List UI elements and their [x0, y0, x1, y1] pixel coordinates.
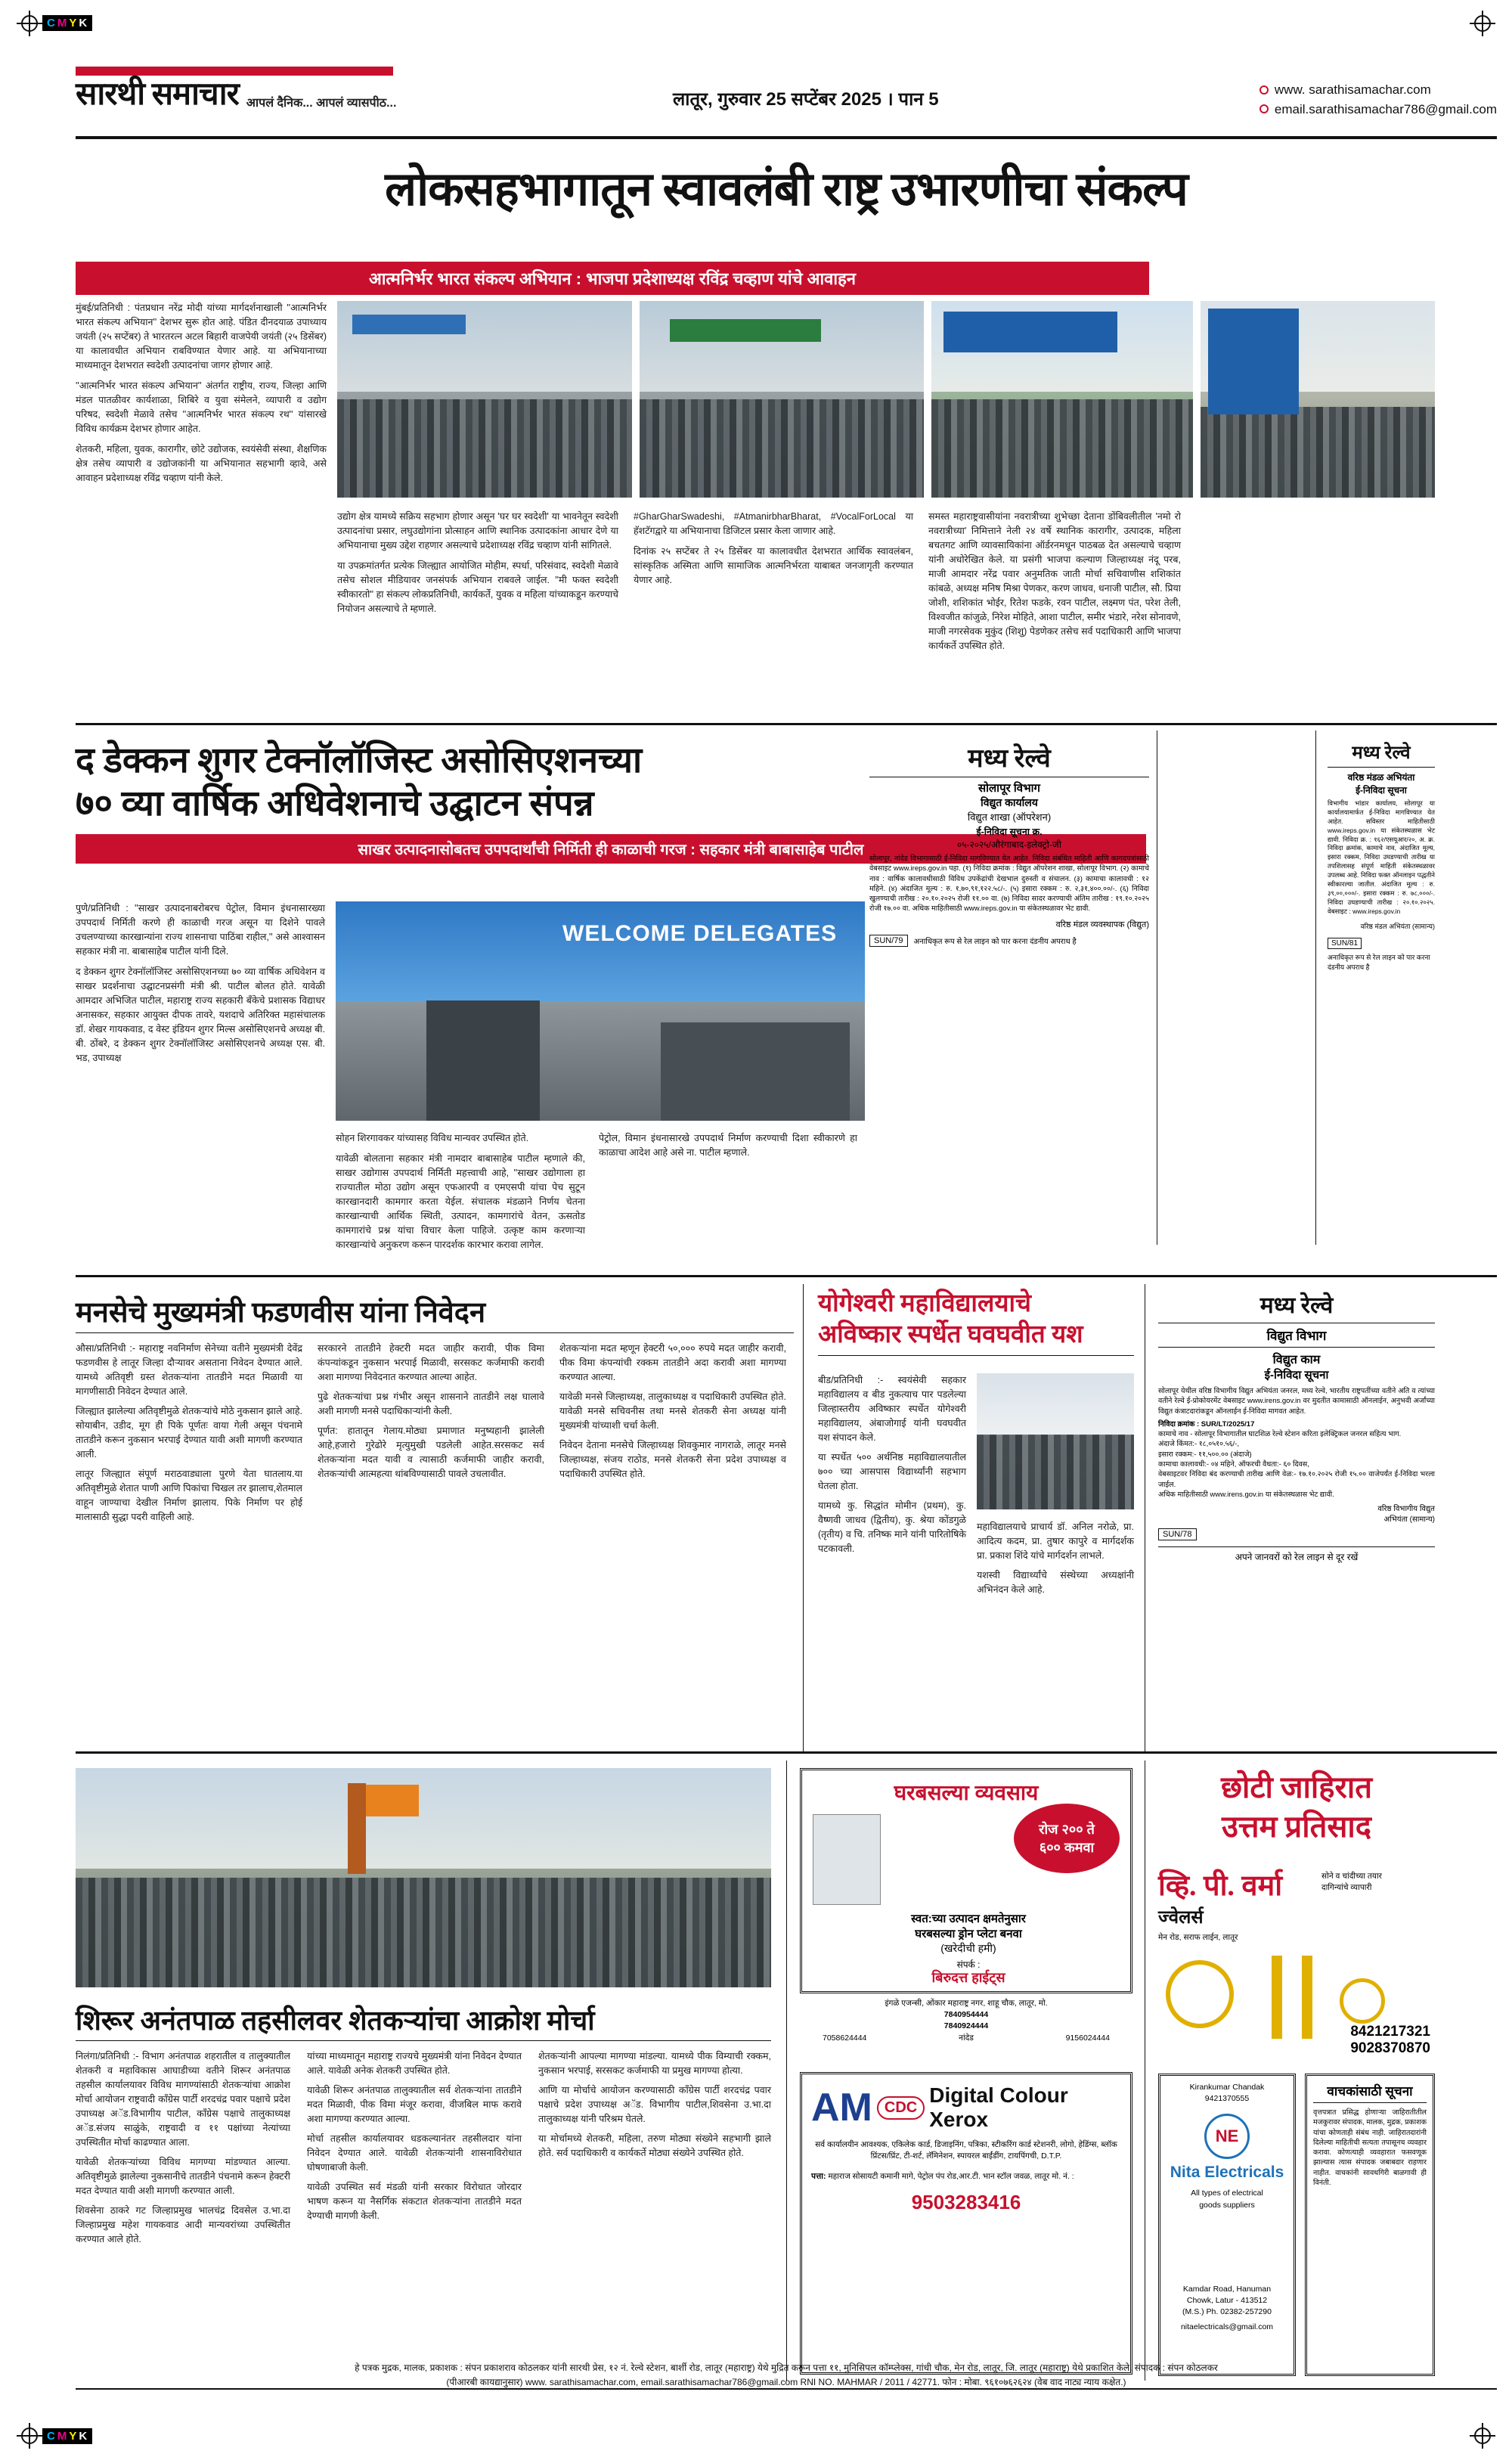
story3-col-3	[559, 1342, 786, 1481]
masthead-rule	[76, 136, 1497, 139]
story3-headline: मनसेचे मुख्यमंत्री फडणवीस यांना निवेदन	[76, 1297, 486, 1329]
tender1-title: मध्य रेल्वे	[968, 745, 1051, 773]
story4-col-1	[818, 1373, 966, 1556]
tender3-body: सोलापूर येथील वरिष्ठ विभागीय विद्युत अभियंता जनरल, मध्य रेल्वे, भारतीय राष्ट्रपतींच्या वतीने अति व त्यांच्या वतीने रेल्वे ई-प्रोकोयरमेंट वेबसाइट www.irens.gov.in वर मुदतीत कामासाठी ऑनलाईन, अनुभवी अर्जांच्या विद्युत कंत्राटदारांकडून ऑनलाईन ई-निविदा मागवत आहेत.	[1158, 1387, 1435, 1416]
ad-nita-electricals[interactable]	[1158, 2074, 1296, 2376]
jeweller-desc-2: दागिन्यांचे व्यापारी	[1321, 1883, 1372, 1893]
ad-home-city: नांदेड	[959, 2033, 974, 2043]
story4-headline-line2: अविष्कार स्पर्धेत घवघवीत यश	[818, 1320, 1083, 1348]
globe-icon	[1259, 85, 1269, 95]
story2-photo-banner: WELCOME DELEGATES	[562, 921, 838, 946]
story4-col-2	[977, 1520, 1134, 1597]
registration-mark-top-left	[17, 11, 42, 36]
tender2-body: विभागीय भांडार कार्यालय, सोलापूर या कार्यालयामार्फत ई-निविदा मागविण्यात येत आहेत. सविस्तर माहितीसाठी www.ireps.gov.in या संकेतस्थळास भेट द्यावी. निविदा क्र. : १६२/एसयूआर/२०, अ. क्र. निविदा क्रमांक, कामाचे नाव, अंदाजित मूल्य, इसारा रक्कम, निविदा उघडण्याची तारीख या तपशिलासह संपूर्ण माहिती संकेतस्थळावर उपलब्ध आहे. निविदा फक्त ऑनलाइन पद्धतीने स्वीकारल्या जातील. अंदाजित मूल्य : रु. ३९,००,०००/-. इसारा रक्कम : रु. ७८,०००/-. निविदा उघडण्याची तारीख : २०.१०.२०२५. वेबसाइट : www.ireps.gov.in	[1328, 799, 1435, 915]
tender1-sub2: विद्युत कार्यालय	[981, 796, 1038, 808]
tender1-sub4: ई-निविदा सूचना क्र.	[976, 827, 1043, 837]
story4-para-3: महाविद्यालयाचे प्राचार्य डॉ. अनिल नरोळे, प्रा. आदित्य कदम, प्रा. तुषार कापुरे व मार्गदर्शक प्रा. प्रकाश शिंदे यांचे मार्गदर्शन लाभले.	[977, 1522, 1134, 1561]
ad-home-phone-1[interactable]: 7840954444	[943, 2010, 989, 2020]
story3-para-8: निवेदन देताना मनसेचे जिल्हाध्यक्ष शिवकुमार नागराळे, लातूर मनसे जिल्हाध्यक्ष, संजय राठोड, मनसे शेतकरी सेना प्रदेश उपाध्यक्ष व पदाधिकारी उपस्थित होते.	[559, 1440, 786, 1479]
reader-notice-title: वाचकांसाठी सूचना	[1327, 2084, 1413, 2099]
ad-xerox-addr: महाराज सोसायटी कमानी मागे, पेट्रोल पंप रोड,आर.टी. भान स्टॉल जवळ, लातूर मो. नं. :	[828, 2172, 1074, 2182]
lead-photo-1	[337, 301, 632, 498]
ad-xerox-desc: सर्व कार्यालयीन आवश्यक, एकिलेक कार्ड, डिजाइनिंग, पत्रिका, स्टीकरिंग कार्ड स्टेशनरी, लोगो, हेडिंग्स, ब्लॉक प्रिंटस/प्रिंट, टी-शर्ट, लॅमिनेशन, स्पायरल बाईंडींग, टायपिंगची, D.T.P.	[815, 2140, 1117, 2161]
lead-col-1	[76, 301, 327, 485]
divider-story5-ads	[786, 1760, 787, 2381]
tender3-period: कामाचा कालावधी:- ०४ महिने, ऑफरची वैधता:- ६० दिवस,	[1158, 1460, 1309, 1469]
tender2-signature: वरिष्ठ मंडल अभियंता (सामान्य)	[1360, 922, 1435, 930]
tender3-tagline: अपने जानवरों को रेल लाइन से दूर रखें	[1235, 1552, 1359, 1563]
tender1-tagline: अनाधिकृत रूप से रेल लाइन को पार करना दंडनीय अपराध है	[913, 937, 1077, 946]
tender3-signature-1: वरिष्ठ विभागीय विद्युत	[1377, 1505, 1435, 1514]
jeweller-phone-1[interactable]: 8421217321	[1350, 2024, 1430, 2040]
classified-line1: छोटी जाहिरात	[1220, 1770, 1373, 1804]
story3-para-5: पूर्णत: हातातून गेलाय.मोठ्या प्रमाणात मनुष्यहानी झालेली आहे,हजारो गुरेढोरे मृत्युमुखी पडलेली आहेत.सरसकट सर्व शेतकऱ्यांना मदत यावी व त्यासाठी कर्जमाफी जाहीर करावी, शेतकऱ्यांची आत्महत्या थांबविण्यासाठी पावले उचलावीत.	[318, 1425, 544, 1479]
story4-headline-line1: योगेश्वरी महाविद्यालयाचे	[818, 1290, 1031, 1317]
tender3-emd: इसारा रक्कम:- ११,५००.०० (अंदाजे)	[1158, 1450, 1252, 1459]
story3-para-6: शेतकऱ्यांना मदत म्हणून हेक्टरी ५०,००० रुपये मदत जाहीर करावी, पीक विमा कंपन्यांची रक्कम तातडीने अदा करावी अशा मागण्या करण्यात आल्या.	[559, 1343, 786, 1382]
tender1-signature: वरिष्ठ मंडल व्यवस्थापक (विद्युत)	[1055, 920, 1149, 929]
lead-para-6: दिनांक २५ सप्टेंबर ते २५ डिसेंबर या कालावधीत देशभरात आर्थिक स्वावलंबन, सांस्कृतिक अस्मिता आणि सामाजिक आत्मनिर्भरता याबाबत जनजागृती करण्यात येणार आहे.	[634, 546, 913, 585]
lead-subhead: आत्मनिर्भर भारत संकल्प अभियान : भाजपा प्रदेशाध्यक्ष रविंद्र चव्हाण यांचे आवाहन	[76, 262, 1149, 295]
story5-para-3: यांच्या माध्यमातून महाराष्ट्र राज्यचे मुख्यमंत्री यांना निवेदन देण्यात आले. यावेळी अनेक शेतकरी उपस्थित होते.	[307, 2051, 522, 2076]
tender3-sub3: ई-निविदा सूचना	[1264, 1369, 1329, 1382]
tender1-ref: ०५-२०२५/औरंगाबाद-इलेक्ट्रो-जी	[957, 839, 1061, 850]
necklace-icon	[1272, 1956, 1282, 2039]
ad-home-company: बिरुदत्त हाईट्स	[931, 1970, 1005, 1985]
ad-home-line2: घरबसल्या ड्रोन प्लेटा बनवा	[915, 1928, 1022, 1940]
story2-col-3	[599, 1131, 857, 1160]
ad-classified-heading	[1158, 1768, 1435, 1847]
registration-mark-bottom-right	[1470, 2423, 1495, 2449]
ad-home-burst-line1: रोज २०० ते	[1039, 1822, 1095, 1837]
lead-para-4: या उपक्रमांतर्गत प्रत्येक जिल्ह्यात आयोजित मोहीम, स्पर्धा, परिसंवाद, स्वदेशी मेळावे तसेच सोशल मीडियावर जनसंपर्क अभियान राबवले जाईल. ''मी फक्त स्वदेशी स्वीकारतो'' हा संकल्प लोकप्रतिनिधी, कार्यकर्ते, युवक व महिला यांच्याकडून करण्याचे नियोजन असल्याचे ते म्हणाले.	[337, 560, 618, 614]
footer	[76, 2361, 1497, 2390]
newspaper-logo	[76, 67, 469, 110]
ring-icon	[1340, 1978, 1385, 2024]
chain-icon	[1302, 1956, 1312, 2039]
tender1-sub3: विद्युत शाखा (ऑपरेशन)	[967, 811, 1052, 823]
story5-rule	[76, 2040, 771, 2041]
tender3-sub1: विद्युत विभाग	[1266, 1329, 1327, 1343]
story2-para-4: पेट्रोल, विमान इंधनासारखे उपपदार्थ निर्माण करण्याची दिशा स्वीकारणे हा काळाचा आदेश आहे असे ना. पाटील म्हणाले.	[599, 1133, 857, 1158]
dateline: लातूर, गुरुवार 25 सप्टेंबर 2025 । पान 5	[673, 89, 939, 110]
nita-addr-1: Kamdar Road, Hanuman	[1182, 2284, 1272, 2294]
story2-para-2: सोहन शिरगावकर यांच्यासह विविध मान्यवर उपस्थित होते.	[336, 1133, 529, 1143]
tender-3	[1158, 1289, 1435, 1563]
nita-name: Nita Electricals	[1170, 2164, 1284, 2182]
story4-para-2: यामध्ये कु. सिद्धांत मोमीन (प्रथम), कु. वैष्णवी जाधव (द्वितीय), कु. श्रेया कोंडगुळे (तृतीय) व चि. तनिष्क माने यांनी पारितोषिके पटकावली.	[818, 1500, 966, 1554]
jeweller-desc-1: सोने व चांदीच्या तयार	[1321, 1872, 1382, 1881]
ad-home-phone-3[interactable]: 9156024444	[1065, 2033, 1110, 2043]
story4-para-4: यशस्वी विद्यार्थ्यांचे संस्थेच्या अध्यक्षांनी अभिनंदन केले आहे.	[977, 1570, 1134, 1595]
website-text: www. sarathisamachar.com	[1274, 82, 1431, 97]
page-sheet	[30, 17, 1497, 2443]
lead-para-0: मुंबई/प्रतिनिधी : पंतप्रधान नरेंद्र मोदी यांच्या मार्गदर्शनाखाली ''आत्मनिर्भर भारत संकल्प अभियान'' देशभर सुरू होत आहे. पंडित दीनदयाळ उपाध्याय जयंती (२५ सप्टेंबर) ते भारतरत्न अटल बिहारी वाजपेयी जयंती (२५ डिसेंबर) या कालावधीत अभियान राबविण्यात येणार आहे. या अभियानाच्या माध्यमातून देशभरात स्वदेशी उत्पादनांचा जागर होणार आहे.	[76, 302, 327, 371]
story5-headline: शिरूर अनंतपाळ तहसीलवर शेतकऱ्यांचा आक्रोश मोर्चा	[76, 2006, 595, 2036]
ad-home-phone-2[interactable]: 7840924444	[943, 2021, 989, 2031]
ad-home-address	[800, 1998, 1132, 2044]
tender2-sun-no: SUN/81	[1328, 938, 1362, 949]
tender3-estimate: अंदाजे किंमत:- १८,०५१०.५६/-,	[1158, 1440, 1239, 1449]
newspaper-tagline: आपलं दैनिक... आपलं व्यासपीठ...	[246, 97, 397, 110]
nita-logo-icon: NE	[1204, 2114, 1250, 2159]
story3-col-2	[318, 1342, 544, 1481]
cmyk-bar-bottom: C M Y K	[42, 2428, 92, 2444]
lead-col-4	[928, 510, 1181, 653]
tender-2	[1328, 740, 1435, 972]
ad-home-line3: (खरेदीची हमी)	[940, 1942, 996, 1954]
lead-para-2: शेतकरी, महिला, युवक, कारागीर, छोटे उद्योजक, स्वयंसेवी संस्था, शैक्षणिक क्षेत्र तसेच व्यापारी व उद्योजकांनी या अभियानात सहभागी व्हावे, असे आवाहन प्रदेशाध्यक्ष रविंद्र चव्हाण यांनी केले.	[76, 444, 327, 483]
ad-home-line1: स्वत:च्या उत्पादन क्षमतेनुसार	[911, 1912, 1026, 1925]
masthead-contact	[1259, 80, 1497, 119]
classified-line2: उत्तम प्रतिसाद	[1221, 1810, 1372, 1844]
lead-para-5: #GharGharSwadeshi, #AtmanirbharBharat, #VocalForLocal या हॅशटॅगद्वारे या अभियानाचा डिजिटल प्रसार केला जाणार आहे.	[634, 511, 913, 536]
ad-xerox-brand-cdc: CDC	[877, 2096, 925, 2120]
ad-xerox-brand-am: AM	[811, 2086, 872, 2130]
nita-email: nitaelectricals@gmail.com	[1180, 2322, 1274, 2331]
divider-story3-story4	[803, 1284, 804, 1753]
story5-para-2: शिवसेना ठाकरे गट जिल्हाप्रमुख भालचंद्र दिवसेल उ.भा.दा जिल्हाप्रमुख महेश गायकवाड आदी मान्यवरांच्या उपस्थितीत करण्यात आले होते.	[76, 2205, 290, 2244]
ad-xerox-addr-label: पत्ता:	[811, 2172, 826, 2182]
tender2-sub1: वरिष्ठ मंडळ अभियंता	[1347, 772, 1415, 783]
story2-para-1: द डेक्कन शुगर टेक्नॉलॉजिस्ट असोसिएशनच्या ७० व्या वार्षिक अधिवेशन व साखर प्रदर्शनाचा उद्घाटनप्रसंगी मंत्री श्री. पाटील बोलत होते. यावेळी आमदार अभिजित पाटील, महाराष्ट्र राज्य सहकारी बँकेचे प्रशासक विद्याधर अनासकर, सहकार आयुक्त दीपक तावरे, यशदाचे अतिरिक्त महासंचालक डॉ. शेखर गायकवाड, द वेस्ट इंडियन शुगर मिल्स असोसिएशनचे अध्यक्ष बी. बी. ठोंबरे, द डेक्कन शुगर टेक्नॉलॉजिस्ट असोसिएशनचे अध्यक्ष एस. बी. भड, उपाध्यक्ष	[76, 966, 325, 1063]
reader-notice-body: वृत्तपत्रात प्रसिद्ध होणाऱ्या जाहिरातीतील मजकुरावर संपादक, मालक, मुद्रक, प्रकाशक यांचा कोणताही संबंध नाही. जाहिरातदारांनी दिलेल्या माहितीची सत्यता तपासूनच व्यवहार करावा. कोणत्याही व्यवहारात फसवणूक झाल्यास त्यास संपादक जबाबदार राहणार नाहीत. वाचकांनी सावधगिरी बाळगावी ही विनंती.	[1313, 2108, 1427, 2188]
section-rule-3	[76, 1751, 1497, 1754]
mail-icon	[1259, 104, 1269, 113]
tender3-sun-no: SUN/78	[1158, 1528, 1197, 1540]
story3-para-4: पुढे शेतकऱ्यांचा प्रश्न गंभीर असून शासनाने तातडीने लक्ष घालावे अशी मागणी मनसे पदाधिकाऱ्यांनी केली.	[318, 1391, 544, 1416]
story4-photo	[977, 1373, 1134, 1509]
story5-para-6: यावेळी उपस्थित सर्व मंडळी यांनी सरकार विरोधात जोरदार भाषण करून या नैसर्गिक संकटात शेतकऱ्यांना तातडीने मदत देण्याची मागणी केली.	[307, 2182, 522, 2221]
lead-photo-4	[1201, 301, 1435, 498]
story5-photo	[76, 1768, 771, 1987]
tender1-body: सोलापूर, नांदेड विभागासाठी ई-निविदा मागविण्यात येत आहेत. निविदा संबंधित माहिती आणि कागदपत्रांसाठी वेबसाइट www.ireps.gov.in पहा. (१) निविदा क्रमांक : विद्युत ऑपरेशन शाखा, सोलापूर विभाग. (२) कामाचे नाव : वार्षिक कालावधीसाठी विविध उपकेंद्रांची देखभाल दुरुस्ती व संचालन. (३) कामाचा कालावधी : १२ महिने. (४) अंदाजित मूल्य : रु. १,७०,९१,१२२.५८/-. (५) इसारा रक्कम : रु. २,३१,४००.००/-. (६) निविदा खुलण्याची तारीख : २०.१०.२०२५ रोजी ११.०० वा. (७) निविदा सादर करण्याची अंतिम तारीख : १९.१०.२०२५ रोजी १७.०० वा. अधिक माहितीसाठी www.ireps.gov.in या संकेतस्थळावर भेट द्यावी.	[869, 855, 1149, 914]
story4	[818, 1289, 1134, 1356]
footer-line-2: (पीआरबी कायद्यानुसार) www. sarathisamachar.com, email.sarathisamachar786@gmail.com RNI NO. MAHMAR / 2011 / 42771. फोन : मोबा. ९६१०७६२६२४ (वेब वाद नाट्य न्याय कक्षेत.)	[446, 2376, 1126, 2387]
story3-para-1: जिल्ह्यात झालेल्या अतिवृष्टीमुळे शेतकऱ्यांचे मोठे नुकसान झाले आहे. सोयाबीन, उडीद, मूग ही पिके पूर्णतः वाया गेली असून पंचनामे तातडीने करून नुकसान भरपाई देण्यात यावी अशी मागणी करण्यात आली.	[76, 1406, 302, 1460]
lead-para-7: समस्त महाराष्ट्रवासीयांना नवरात्रीच्या शुभेच्छा देताना डोंबिवलीतील 'नमो रो नवरात्रीच्या' निमित्ताने नेली २४ वर्षे स्थानिक कारागीर, उत्पादक, महिला बचतगट आणि व्यावसायिकांना ऑर्डरनमधून पाठबळ देत असल्याचे चव्हाण यांनी अधोरेखित केले. या प्रसंगी भाजपा कल्याण जिल्हाध्यक्ष नंदू परब, माजी आमदार नरेंद्र पवार अनुमतिक जाती मोर्चा सचिवाणीस शशिकांत कांबळे, अध्यक्ष मनिष मिश्रा पेणकर, करण जाधव, धनाजी पाटील, सौ. प्रिया जोशी, शशिकांत भोईर, रितेश फडके, रवन पाटील, लक्ष्मण पंत, परेश तेली, विश्वजीत कांजुळे, निरेश मोहिते, आशा पाटील, समीर भंडारे, नरेश सोनावणे, माजी नगरसेवक मुकुंद (शिशु) पेडणेकर तसेच सर्व पदाधिकारी आणि भाजपा कार्यकर्ते उपस्थित होते.	[928, 511, 1181, 651]
tender3-work: कामाचे नाव - सोलापूर विभागातील घाटशिळ रेल्वे स्टेशन करिता इलेक्ट्रिकल जनरल सहित्य भाग.	[1158, 1430, 1402, 1439]
ad-home-product-image	[813, 1814, 881, 1905]
story5-col-1	[76, 2049, 290, 2247]
newspaper-title: सारथी समाचार	[76, 77, 239, 112]
tender3-closing: वेबसाइटवर निविदा बंद करण्याची तारीख आणि वेळ:- १७.१०.२०२५ रोजी १५.०० वाजेपर्यंत ई-निविदा भरला जाईल.	[1158, 1470, 1435, 1489]
tender2-tagline: अनाधिकृत रूप से रेल लाइन को पार करना दंडनीय अपराध है	[1328, 953, 1430, 971]
footer-line-1: हे पत्रक मुद्रक, मालक, प्रकाशक : संपन प्रकाशराव कोठलकर यांनी सारथी प्रेस, १२ नं. रेल्वे स्टेशन, बार्शी रोड, लातूर (महाराष्ट्र) येथे मुद्रित करून पत्ता ११, मुनिसिपल कॉम्प्लेक्स, गांधी चौक, मेन रोड, लातूर, जि. लातूर (महाराष्ट्र) येथे प्रकाशित केले. संपादक : संपन कोठलकर	[355, 2362, 1218, 2373]
story5-para-4: यावेळी शिरूर अनंतपाळ तालुक्यातील सर्व शेतकऱ्यांना तातडीने मदत मिळावी, पीक विमा मंजूर करावा, वीजबिल माफ करावे अशा मागण्या करण्यात आल्या.	[307, 2085, 522, 2124]
nita-tagline-1: All types of electrical	[1191, 2189, 1263, 2198]
nita-tagline-2: goods suppliers	[1199, 2200, 1255, 2210]
jeweller-phone-2[interactable]: 9028370870	[1350, 2040, 1430, 2057]
jeweller-name: व्हि. पी. वर्मा	[1158, 1870, 1283, 1902]
story5-col-3	[538, 2049, 771, 2161]
ad-xerox[interactable]	[800, 2072, 1132, 2375]
tender3-number: निविदा क्रमांक : SUR/LT/2025/17	[1158, 1419, 1255, 1429]
story3-para-7: यावेळी मनसे जिल्हाध्यक्ष, तालुकाध्यक्ष व पदाधिकारी उपस्थित होते. यावेळी मनसे सचिवनीस तथा मनसे शेतकरी सेना अध्यक्ष यांनी मुख्यमंत्री यांच्याशी चर्चा केली.	[559, 1391, 786, 1431]
registration-mark-bottom-left	[17, 2423, 42, 2449]
story3-para-2: लातूर जिल्ह्यात संपूर्ण मराठवाड्याला पुरणे येता घातलाय.या अतिवृष्टीमुळे शेतात पाणी आणि पिकांचा चिखल तर झालाच,शेतमाल वाहून जाण्याचा देखील निर्माण झालाय. पिके निर्माण पर होई मालासाठी सुद्धा पदरी वाहिली आहे.	[76, 1469, 302, 1522]
ad-xerox-brand-main: Digital Colour Xerox	[929, 2083, 1068, 2131]
jeweller-address: मेन रोड, सराफ लाईन, लातूर	[1158, 1933, 1238, 1942]
tender3-sub2: विद्युत काम	[1272, 1354, 1321, 1366]
story2-col-1	[76, 901, 325, 1066]
bangle-icon	[1166, 1960, 1234, 2028]
email-text: email.sarathisamachar786@gmail.com	[1274, 101, 1497, 116]
ad-home-contact-label: संपर्क :	[956, 1959, 981, 1970]
story3-rule	[76, 1332, 794, 1333]
ad-home-burst	[1014, 1804, 1120, 1873]
story4-para-0: बीड/प्रतिनिधी :- स्वयंसेवी सहकार महाविद्यालय व बीड नुकत्याच पार पडलेल्या जिल्हास्तरीय अविष्कार स्पर्धेत योगेश्वरी महाविद्यालय, अंबाजोगाई यांनी घवघवीत यश संपादन केले.	[818, 1375, 966, 1443]
story2-col-2	[336, 1131, 585, 1252]
tender-1	[869, 740, 1149, 947]
registration-mark-top-right	[1470, 11, 1495, 36]
logo-red-bar	[76, 67, 393, 76]
story3-para-0: औसा/प्रतिनिधी :- महाराष्ट्र नवनिर्माण सेनेच्या वतीने मुख्यमंत्री देवेंद्र फडणवीस हे लातूर जिल्हा दौऱ्यावर असताना निवेदन देण्यात आले. यामध्ये अतिवृष्टी ग्रस्त शेतकऱ्यांना तातडीने मदत मिळावी या मागणीसाठी निवेदन देण्यात आले.	[76, 1343, 302, 1397]
nita-addr-3: (M.S.) Ph. 02382-257290	[1182, 2307, 1272, 2317]
ad-home-title: घरबसल्या व्यवसाय	[894, 1781, 1039, 1804]
section-rule-1	[76, 723, 1497, 725]
story5-para-7: शेतकऱ्यांनी आपल्या मागण्या मांडल्या. यामध्ये पीक विम्याची रक्कम, नुकसान भरपाई, सरसकट कर्जमाफी या प्रमुख मागण्या होत्या.	[538, 2051, 771, 2076]
lead-para-3: उद्योग क्षेत्र यामध्ये सक्रिय सहभाग होणार असून 'घर घर स्वदेशी' या भावनेतून स्वदेशी उत्पादनांचा प्रसार, लघुउद्योगांना प्रोत्साहन आणि स्थानिक उत्पादकांना आधार देणे या अभियानाचा मुख्य उद्देश राहणार असल्याचे प्रदेशाध्यक्ष रविंद्र चव्हाण यांनी सांगितले.	[337, 511, 618, 551]
masthead	[76, 67, 1497, 132]
section-rule-2	[76, 1275, 1497, 1277]
tender1-sub1: सोलापूर विभाग	[978, 782, 1040, 795]
story5-para-8: आणि या मोर्चाचे आयोजन करण्यासाठी काँग्रेस पार्टी शरदचंद्र पवार पक्षाचे प्रदेश उपाध्यक्ष अॅड. विभागीय पाटील,शिवसेना उ.भा.दा तालुकाध्यक्ष यांनी परिश्रम घेतले.	[538, 2085, 771, 2124]
tender3-note: अधिक माहितीसाठी www.irens.gov.in या संकेतस्थळास भेट द्यावी.	[1158, 1490, 1334, 1499]
story5-para-9: या मोर्चामध्ये शेतकरी, महिला, तरुण मोठ्या संख्येने सहभागी झाले होते. सर्व पदाधिकारी व कार्यकर्ते मोठ्या संख्येने उपस्थित होते.	[538, 2133, 771, 2158]
nita-owner-phone[interactable]: 9421370555	[1204, 2094, 1250, 2104]
story2-subhead: साखर उत्पादनासोबतच उपपदार्थांची निर्मिती ही काळाची गरज : सहकार मंत्री बाबासाहेब पाटील	[76, 834, 1146, 864]
tender2-sub2: ई-निविदा सूचना	[1356, 785, 1407, 796]
story5-para-1: यावेळी शेतकऱ्यांच्या विविध मागण्या मांडण्यात आल्या. अतिवृष्टीमुळे झालेल्या नुकसानीचे तातडीने पंचनामे करून हेक्टरी मदत देण्यात यावी अशी मागणी करण्यात आली.	[76, 2157, 290, 2196]
story2-headline-line2: ७० व्या वार्षिक अधिवेशनाचे उद्घाटन संपन्न	[76, 784, 594, 824]
ad-home-business[interactable]	[800, 1768, 1132, 1993]
reader-notice	[1305, 2074, 1435, 2376]
story3-para-3: सरकारने तातडीने हेक्टरी मदत जाहीर करावी, पीक विमा कंपन्यांकडून नुकसान भरपाई मिळावी, सरसकट कर्जमाफी करावी अशा मागण्या निवेदनात करण्यात आल्या आहेत.	[318, 1343, 544, 1382]
tender3-title: मध्य रेल्वे	[1259, 1293, 1334, 1318]
story2-para-0: पुणे/प्रतिनिधी : ''साखर उत्पादनाबरोबरच पेट्रोल, विमान इंधनासारख्या उपपदार्थ निर्मिती करणे ही काळाची गरज असून या दिशेने पावले उचलण्याच्या कारखान्यांना राज्य शासनाचा पाठिंबा राहील,'' असे आश्वासन सहकार मंत्री ना. बाबासाहेब पाटील यांनी दिले.	[76, 903, 325, 957]
story5-col-2	[307, 2049, 522, 2223]
lead-photo-3	[931, 301, 1193, 498]
divider-tender1-tender2	[1315, 731, 1316, 1245]
ad-xerox-phone[interactable]: 9503283416	[911, 2190, 1021, 2213]
nita-addr-2: Chowk, Latur - 413512	[1186, 2296, 1268, 2306]
ad-jeweller[interactable]	[1158, 1865, 1435, 2061]
ad-home-address-text: इंगळे एजन्सी, ओंकार महाराष्ट्र नगर, शाहू चौक, लातूर, मो.	[885, 1999, 1048, 2008]
story3-col-1	[76, 1342, 302, 1525]
tender3-signature-2: अभियंता (सामान्य)	[1383, 1515, 1435, 1525]
jeweller-sub: ज्वेलर्स	[1158, 1908, 1204, 1928]
nita-owner: Kirankumar Chandak	[1189, 2083, 1265, 2092]
story2-headline-line1: द डेक्कन शुगर टेक्नॉलॉजिस्ट असोसिएशनच्या	[76, 741, 643, 780]
ad-home-phone-4[interactable]: 7058624444	[823, 2033, 867, 2043]
cmyk-bar-top: C M Y K	[42, 15, 92, 31]
lead-headline: लोकसहभागातून स्वावलंबी राष्ट्र उभारणीचा संकल्प	[385, 164, 1188, 216]
tender1-sun-no: SUN/79	[869, 935, 908, 947]
lead-para-1: ''आत्मनिर्भर भारत संकल्प अभियान'' अंतर्गत राष्ट्रीय, राज्य, जिल्हा आणि मंडल पातळीवर कार्यशाळा, शिबिरे व युवा संमेलने, व्यापारी व उद्योग परिषद, स्वदेशी मेळावे तसेच ''आत्मनिर्भर भारत संकल्प रथ'' यांसारखे विविध कार्यक्रम देशभर होणार आहेत.	[76, 380, 327, 434]
tender2-title: मध्य रेल्वे	[1352, 743, 1411, 763]
story4-para-1: या स्पर्धेत ५०० अर्थनिष्ठ महाविद्यालयातील ७०० च्या आसपास विद्यार्थ्यांनी सहभाग घेतला होता.	[818, 1452, 966, 1491]
story2-photo	[336, 901, 865, 1121]
story5-para-5: मोर्चा तहसील कार्यालयावर धडकल्यानंतर तहसीलदार यांना निवेदन देण्यात आले. यावेळी शेतकऱ्यांनी शासनाविरोधात घोषणाबाजी केली.	[307, 2133, 522, 2173]
story5-para-0: निलंगा/प्रतिनिधी :- विभाग अनंतपाळ शहरातील व तालुक्यातील शेतकरी व महाविकास आघाडीच्या वतीने शिरूर अनंतपाळ तहसील कार्यालयावर विविध मागण्यांसाठी शेतकऱ्यांचा आक्रोश मोर्चा आयोजन राष्ट्रवादी काँग्रेस पार्टी शरदचंद्र पवार पक्षाचे प्रदेश उपाध्यक्ष अॅड.विभागीय पाटील, काँग्रेस पक्षाचे तालुकाध्यक्ष अॅड.संजय साळुंके, राष्ट्रवादी व ११ पक्षांच्या नेत्यांच्या उपस्थितीत मोर्चा काढण्यात आला.	[76, 2051, 290, 2148]
story2-para-3: यावेळी बोलताना सहकार मंत्री नामदार बाबासाहेब पाटील म्हणाले की, साखर उद्योगास उपपदार्थ निर्मिती महत्त्वाची आहे, ''साखर उद्योगाला हा राज्यातील मोठा उद्योग असून एफआरपी व एमएसपी यांचा पेच सुटून कारखानदारी कामगार करता येईल. संचालक मंडळाने निर्णय चेतना कारखान्याची आर्थिक स्थिती, उत्पादन, कामगारांचे वेतन, ऊसतोड कामगारांचे प्रश्न यांचा विचार केला पाहिजे. उत्कृष्ट काम करणाऱ्या कारखान्यांचे अनुकरण करून पारदर्शक कारभार करावा लागेल.	[336, 1153, 585, 1250]
ad-home-burst-line2: ६०० कमवा	[1039, 1840, 1095, 1855]
lead-col-3	[634, 510, 913, 588]
lead-photo-2	[640, 301, 924, 498]
lead-col-2	[337, 510, 618, 616]
